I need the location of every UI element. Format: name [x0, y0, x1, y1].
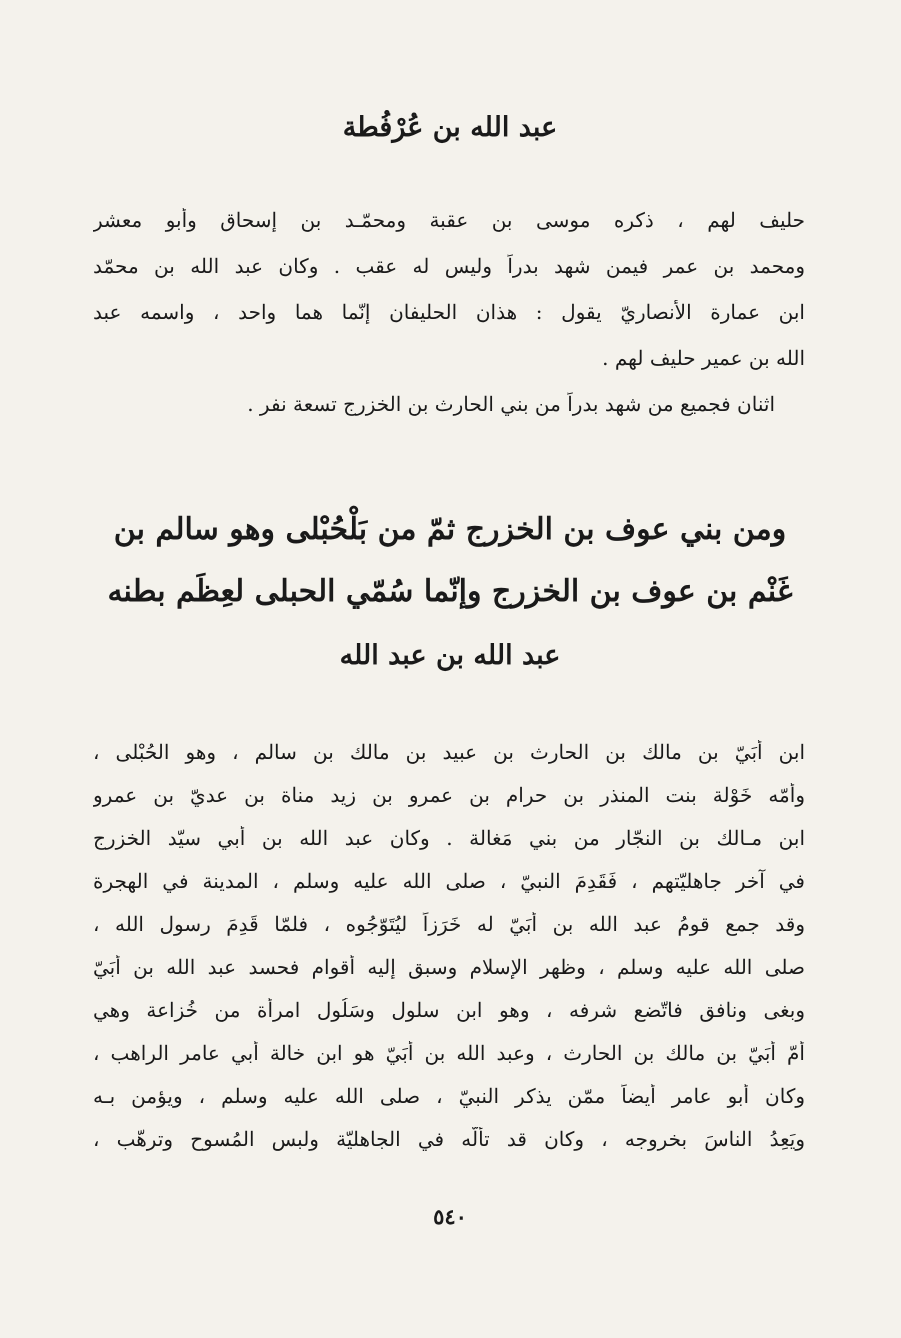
page-number: ٥٤٠: [433, 1204, 467, 1229]
paragraph-line: حليف لهم ، ذكره موسى بن عقبة ومحمّـد بن إسحاق وأبو معشر: [93, 208, 805, 232]
paragraph-line: ويَعِدُ الناسَ بخروجه ، وكان قد تألّه في الجاهليّة ولبس المُسوح وترهّب ،: [93, 1127, 805, 1151]
summary-line: اثنان فجميع من شهد بدراً من بني الحارث بن الخزرج تسعة نفر .: [247, 392, 775, 416]
section-subtitle: عبد الله بن عبد الله: [339, 640, 561, 671]
paragraph-line: وأمّه خَوْلة بنت المنذر بن حرام بن عمرو بن زيد مناة بن عديّ بن عمرو: [93, 783, 805, 807]
paragraph-line: ابن أُبَيّ بن مالك بن الحارث بن عبيد بن مالك بن سالم ، وهو الحُبْلى ،: [93, 740, 805, 764]
paragraph-line: الله بن عمير حليف لهم .: [602, 346, 805, 370]
paragraph-line: ابن مـالك بن النجّار من بني مَغالة . وكان عبد الله بن أبي سيّد الخزرج: [93, 826, 805, 850]
section-heading-line: ومن بني عوف بن الخزرج ثمّ من بَلْحُبْلى وهو سالم بن: [113, 512, 787, 547]
paragraph-line: أمّ أُبَيّ بن مالك بن الحارث ، وعبد الله بن أُبَيّ هو ابن خالة أبي عامر الراهب ،: [93, 1041, 805, 1065]
paragraph-line: في آخر جاهليّتهم ، فَقَدِمَ النبيّ ، صلى الله عليه وسلم ، المدينة في الهجرة: [93, 869, 805, 893]
section-heading-line: غَنْم بن عوف بن الخزرج وإنّما سُمّي الحبلى لعِظَم بطنه: [107, 574, 793, 609]
paragraph-line: صلى الله عليه وسلم ، وظهر الإسلام وسبق إليه أقوام فحسد عبد الله بن أُبَيّ: [93, 955, 805, 979]
paragraph-line: وبغى ونافق فاتّضع شرفه ، وهو ابن سلول وسَلُول امرأة من خُزاعة وهي: [93, 998, 805, 1022]
paragraph-line: وقد جمع قومُ عبد الله بن أُبَيّ له خَرَزاً ليُتَوّجُوه ، فلمّا قَدِمَ رسول الله ،: [93, 912, 805, 936]
paragraph-line: وكان أبو عامر أيضاً ممّن يذكر النبيّ ، صلى الله عليه وسلم ، ويؤمن بـه: [93, 1084, 805, 1108]
paragraph-line: ابن عمارة الأنصاريّ يقول : هذان الحليفان إنّما هما واحد ، واسمه عبد: [93, 300, 805, 324]
paragraph-line: ومحمد بن عمر فيمن شهد بدراً وليس له عقب . وكان عبد الله بن محمّد: [93, 254, 805, 278]
section-title: عبد الله بن عُرْفُطة: [342, 112, 558, 143]
